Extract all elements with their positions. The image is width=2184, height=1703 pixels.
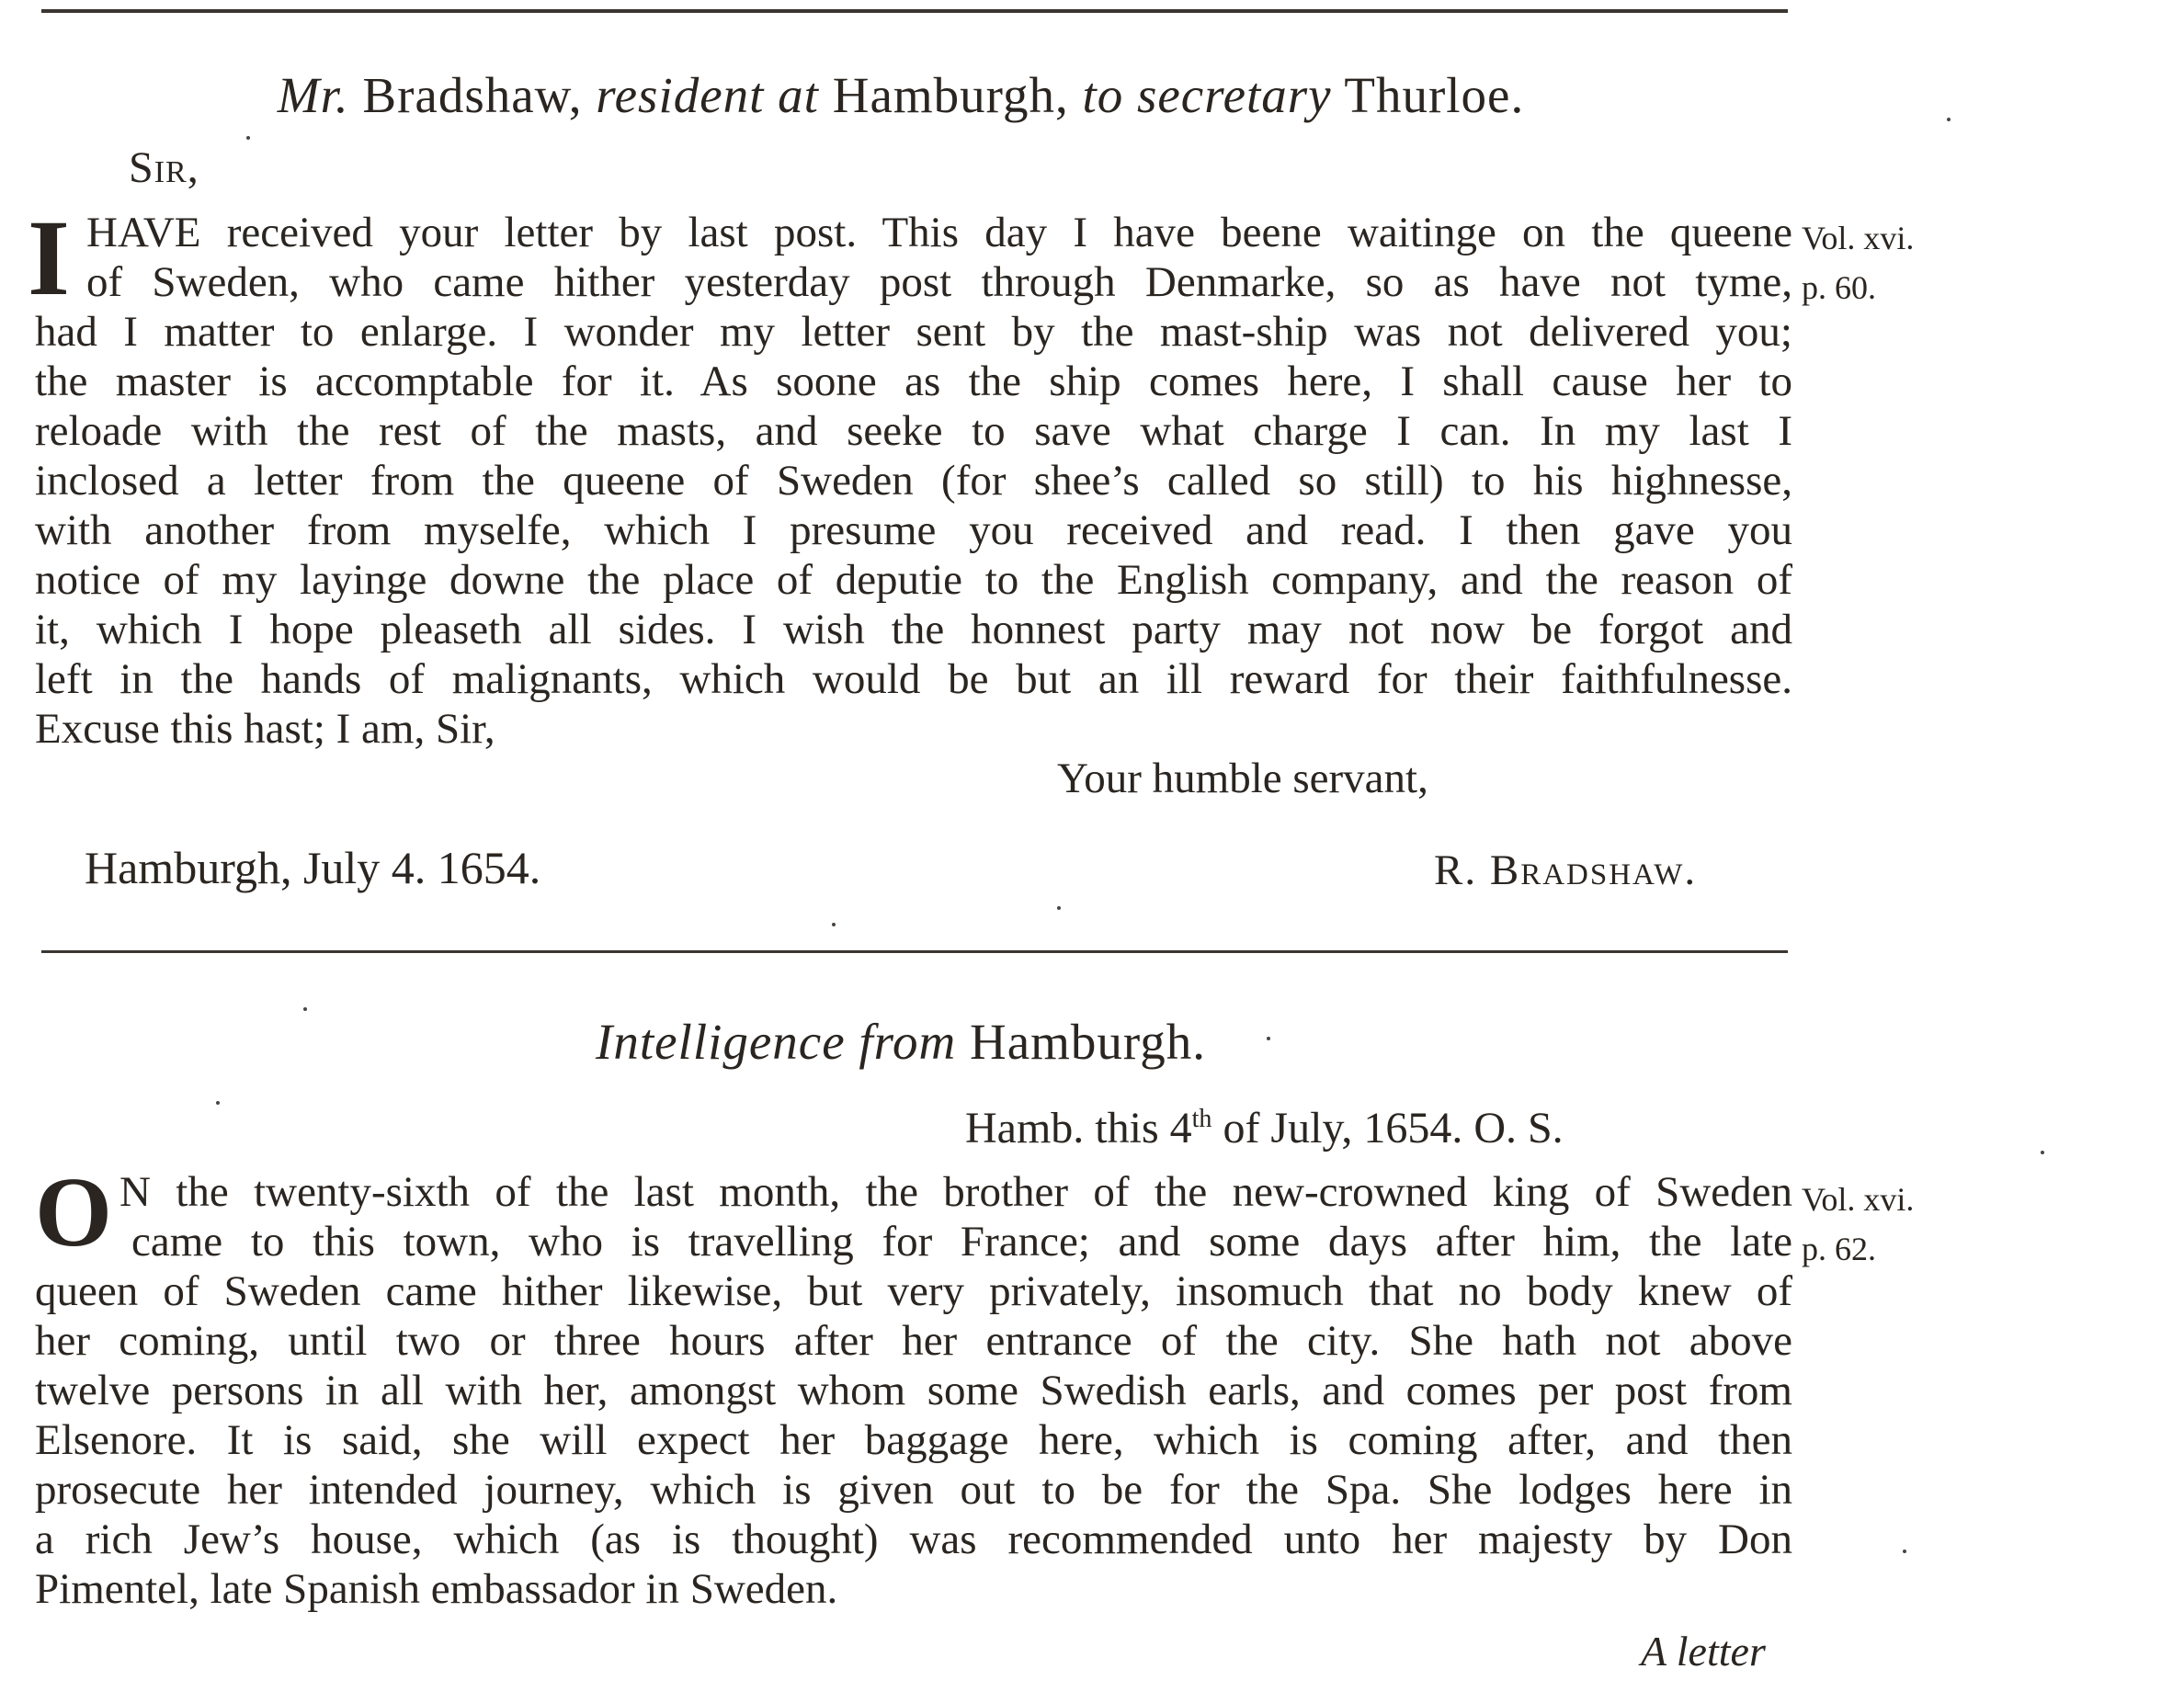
letter-line: of Sweden, who came hither yesterday post through Denmarke, so as have not tyme, (86, 258, 1792, 306)
ink-speck (303, 1007, 307, 1011)
intelligence-line: came to this town, who is travelling for France; and some days after him, the late (131, 1218, 1792, 1266)
heading-name: Bradshaw, (348, 67, 597, 123)
intelligence-line: a rich Jew’s house, which (as is thought) was recommended unto her majesty by Don (35, 1516, 1792, 1563)
heading-to-secretary: to secretary (1082, 67, 1332, 123)
ink-speck (1057, 906, 1061, 910)
closing-phrase: Your humble servant, (1057, 755, 1428, 802)
margin-note-vol-xvi-p60 (1802, 213, 1914, 312)
dateline-end: of July, 1654. O. S. (1211, 1104, 1564, 1152)
dateline-start: Hamb. this 4 (965, 1104, 1192, 1152)
intelligence-line: her coming, until two or three hours after her entrance of the city. She hath not above (35, 1317, 1792, 1365)
heading-intelligence: Intelligence from (596, 1014, 957, 1070)
ink-speck (246, 136, 250, 140)
ink-speck (832, 923, 836, 926)
letter-line: notice of my layinge downe the place of deputie to the English company, and the reason of (35, 556, 1792, 604)
letter-line: the master is accomptable for it. As soone as the ship comes here, I shall cause her to (35, 358, 1792, 405)
dateline-ordinal: th (1191, 1105, 1212, 1133)
drop-cap-letter: I (28, 198, 70, 318)
intelligence-line: N the twenty-sixth of the last month, the brother of the new-crowned king of Sweden (119, 1168, 1792, 1216)
salutation: Sir, (129, 143, 199, 192)
letter-line: Excuse this hast; I am, Sir, (35, 705, 495, 753)
top-rule (41, 9, 1788, 13)
place-and-date: Hamburgh, July 4. 1654. (85, 842, 541, 893)
intelligence-line: queen of Sweden came hither likewise, but very privately, insomuch that no body knew of (35, 1267, 1792, 1315)
margin-note-volume: Vol. xvi. (1802, 1181, 1915, 1218)
ink-speck (216, 1101, 220, 1105)
intelligence-heading (0, 1013, 1802, 1071)
margin-note-page: p. 60. (1802, 269, 1876, 306)
ink-speck (2041, 1151, 2044, 1154)
heading-place: Hamburgh, (818, 67, 1083, 123)
catchword: A letter (1641, 1628, 1766, 1675)
intelligence-body (35, 1167, 1792, 1614)
intelligence-line: prosecute her intended journey, which is given out to be for the Spa. She lodges here in (35, 1466, 1792, 1514)
letter-line: left in the hands of malignants, which would be but an ill reward for their faithfulnesse. (35, 655, 1792, 703)
letter-line: with another from myselfe, which I presume you received and read. I then gave you (35, 506, 1792, 554)
letter-line: reloade with the rest of the masts, and seeke to save what charge I can. In my last I (35, 407, 1792, 455)
letter-body (35, 208, 1792, 754)
ink-speck (1903, 1550, 1906, 1553)
intelligence-line: Pimentel, late Spanish embassador in Sweden. (35, 1565, 838, 1613)
margin-note-vol-xvi-p62 (1802, 1175, 1914, 1274)
letter-line: it, which I hope pleaseth all sides. I wish the honnest party may not now be forgot and (35, 606, 1792, 653)
dateline (965, 1103, 1564, 1153)
margin-note-volume: Vol. xvi. (1802, 220, 1915, 256)
signature: R. Bradshaw. (1434, 846, 1698, 894)
heading-mr: Mr. (277, 67, 349, 123)
heading-resident: resident at (596, 67, 819, 123)
margin-note-page: p. 62. (1802, 1231, 1876, 1267)
section-rule (41, 950, 1788, 953)
letter-heading (0, 66, 1802, 124)
intelligence-line: Elsenore. It is said, she will expect her baggage here, which is coming after, and then (35, 1416, 1792, 1464)
intelligence-line: twelve persons in all with her, amongst whom some Swedish earls, and comes per post from (35, 1367, 1792, 1414)
heading-recipient: Thurloe. (1331, 67, 1525, 123)
ink-speck (1267, 1037, 1270, 1040)
letter-line: inclosed a letter from the queene of Sweden (for shee’s called so still) to his highnesse, (35, 457, 1792, 505)
letter-line: HAVE received your letter by last post. This day I have beene waitinge on the queene (86, 209, 1792, 256)
ink-speck (1947, 118, 1951, 121)
heading-place: Hamburgh. (956, 1014, 1206, 1070)
drop-cap-letter: O (35, 1158, 113, 1267)
letter-line: had I matter to enlarge. I wonder my letter sent by the mast-ship was not delivered you; (35, 308, 1792, 356)
